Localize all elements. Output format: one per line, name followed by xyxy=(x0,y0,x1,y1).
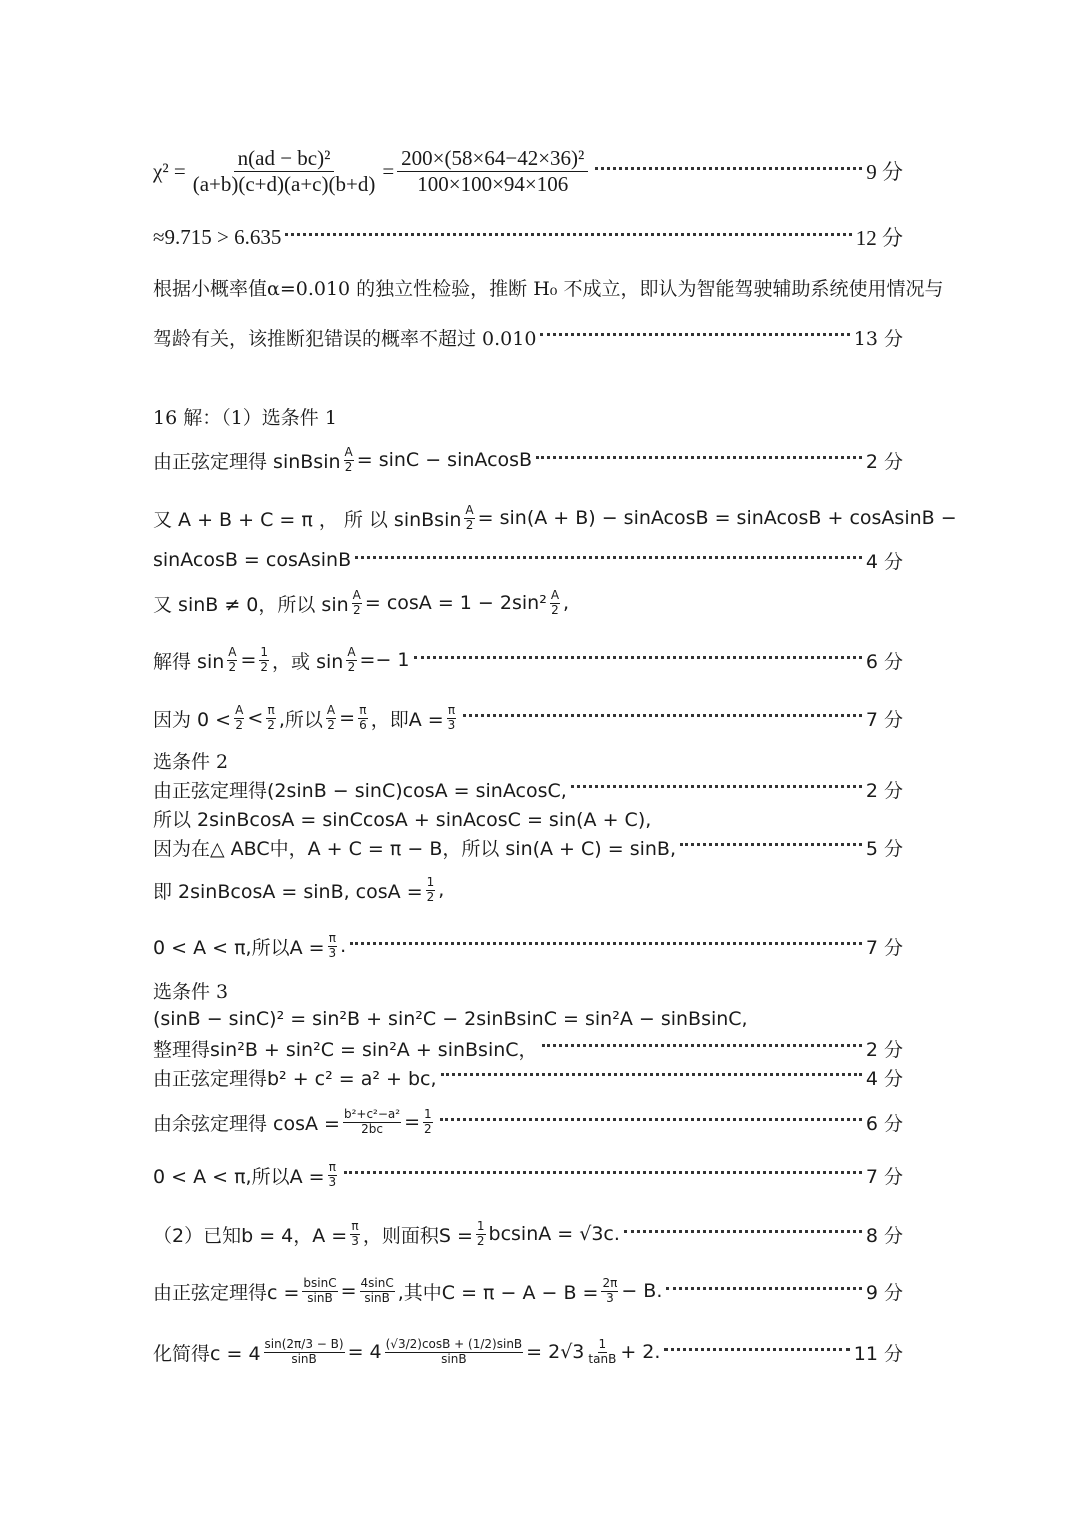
fraction: $\frac{1}{2}$ xyxy=(426,874,435,904)
c3-line-3: 由正弦定理得b² + c² = a² + bc, 4 分 xyxy=(153,1063,903,1091)
fraction: $\frac{4\sin C}{\sin B}$ xyxy=(360,1275,394,1305)
c1-line-6: 因为 0 < $\frac{A}{2}$ < $\frac{\pi}{2}$ ,所以 $\frac{A}{2}$ = $\frac{\pi}{6}$ ，即A = $\frac{\pi}{3}$ 7 分 xyxy=(153,702,903,732)
score: 11 分 xyxy=(853,1342,903,1365)
fraction: $\frac{\pi}{3}$ xyxy=(351,1218,359,1248)
c3-heading: 选条件 3 xyxy=(153,980,229,1003)
fraction: $\frac{2\pi}{3}$ xyxy=(602,1275,618,1305)
dot-leader xyxy=(355,556,862,559)
fraction: $\frac{\sin(2\pi/3 - B)}{\sin B}$ xyxy=(264,1336,344,1366)
fraction: $\frac{bsinC}{\sin B}$ xyxy=(303,1275,337,1305)
score: 9 分 xyxy=(866,160,903,184)
fraction: $\frac{\text{b²+c²−a²}}{2bc}$ xyxy=(343,1106,401,1136)
score: 2 分 xyxy=(865,450,903,473)
fraction: $\frac{1}{\tan B}$ xyxy=(588,1336,617,1366)
dot-leader xyxy=(624,1230,862,1233)
score: 4 分 xyxy=(865,550,903,573)
c1-line-5: 解得 sin $\frac{A}{2}$ = $\frac{1}{2}$ ，或 sin $\frac{A}{2}$ =− 1 6 分 xyxy=(153,644,903,674)
p2-line-3: 化简得c = 4 $\frac{\sin(2\pi/3 - B)}{\sin B}$ = 4 $\frac{(√3/2)\cos B + (1/2)\sin B}{\sin B}$ = 2√3 $\frac{1}{\tan B}$ + 2. 11 分 xyxy=(153,1336,903,1366)
fraction: $\frac{(√3/2)\cos B + (1/2)\sin B}{\sin B}$ xyxy=(385,1336,523,1366)
dot-leader xyxy=(536,456,862,459)
fraction: $\frac{A}{2}$ xyxy=(326,702,336,732)
q16-heading: 16 解：（1）选条件 1 xyxy=(153,406,337,429)
c2-line-2: 所以 2sinBcosA = sinCcosA + sinAcosC = sin(A + C), xyxy=(153,808,652,831)
score: 2 分 xyxy=(865,779,903,802)
chi-label: χ² = xyxy=(153,158,186,183)
fraction: $\frac{1}{2}$ xyxy=(260,644,269,674)
c3-line-1: (sinB − sinC)² = sin²B + sin²C − 2sinBsinC = sin²A − sinBsinC, xyxy=(153,1008,748,1030)
fraction: $\frac{A}{2}$ xyxy=(347,644,356,674)
fraction: $\frac{A}{2}$ xyxy=(465,502,474,532)
p2-line-1: （2）已知b = 4，A = $\frac{\pi}{3}$ ，则面积S = $\frac{1}{2}$ bcsinA = √3c. 8 分 xyxy=(153,1218,903,1248)
score: 7 分 xyxy=(865,936,903,959)
dot-leader xyxy=(664,1348,849,1351)
approx-line: ≈9.715 > 6.635 12 分 xyxy=(153,222,903,252)
dot-leader xyxy=(344,1171,862,1174)
fraction: $\frac{\pi}{3}$ xyxy=(447,702,456,732)
score: 13 分 xyxy=(853,327,903,350)
c1-line-3: sinAcosB = cosAsinB 4 分 xyxy=(153,545,903,575)
c3-line-4: 由余弦定理得 cosA = $\frac{\text{b²+c²−a²}}{2bc}$ = $\frac{1}{2}$ 6 分 xyxy=(153,1106,903,1136)
score: 5 分 xyxy=(865,837,903,860)
fraction: $\frac{A}{2}$ xyxy=(550,587,560,617)
fraction: $\frac{A}{2}$ xyxy=(235,702,244,732)
fraction: $\frac{A}{2}$ xyxy=(352,587,361,617)
chi-square-line: χ² = $\frac{\text{n(ad − bc)²}}{(a+b)(c+d)(a+c)(b+d)}$ = $\frac{\text{200×(58×64−42×36)²}}{100\times 100\times 94\times 106}$ 9 分 xyxy=(153,146,903,196)
chi-formula-fraction: $\frac{\text{n(ad − bc)²}}{(a+b)(c+d)(a+c)(b+d)}$ xyxy=(192,146,376,196)
fraction: $\frac{1}{2}$ xyxy=(476,1218,485,1248)
fraction: $\frac{1}{2}$ xyxy=(424,1106,432,1136)
dot-leader xyxy=(285,233,851,236)
dot-leader xyxy=(666,1287,861,1290)
dot-leader xyxy=(350,942,862,945)
c2-heading: 选条件 2 xyxy=(153,750,229,773)
score: 6 分 xyxy=(865,1112,903,1135)
dot-leader xyxy=(414,656,862,659)
fraction: $\frac{\pi}{3}$ xyxy=(328,1159,337,1189)
c2-line-5: 0 < A < π,所以A = $\frac{\pi}{3}$ . 7 分 xyxy=(153,930,903,960)
c1-line-1: 由正弦定理得 sinBsin $\frac{A}{2}$ = sinC − sinAcosB 2 分 xyxy=(153,444,903,474)
dot-leader xyxy=(540,333,849,336)
dot-leader xyxy=(680,843,862,846)
dot-leader xyxy=(571,785,862,788)
score: 2 分 xyxy=(865,1038,903,1061)
chi-value-fraction: $\frac{\text{200×(58×64−42×36)²}}{100\times 100\times 94\times 106}$ xyxy=(397,146,588,195)
p2-line-2: 由正弦定理得c = $\frac{bsinC}{\sin B}$ = $\frac{4\sin C}{\sin B}$ ,其中C = π − A − B = $\frac{2\pi}{3}$ − B. 9 分 xyxy=(153,1275,903,1305)
score: 9 分 xyxy=(865,1281,903,1304)
conclusion-line-2: 驾龄有关，该推断犯错误的概率不超过 0.010 13 分 xyxy=(153,322,903,352)
score: 4 分 xyxy=(865,1067,903,1090)
fraction: $\frac{A}{2}$ xyxy=(228,644,237,674)
score: 12 分 xyxy=(855,226,903,250)
dot-leader xyxy=(463,714,862,717)
fraction: $\frac{\pi}{3}$ xyxy=(328,930,337,960)
c2-line-3: 因为在△ ABC中，A + C = π − B，所以 sin(A + C) = sinB, 5 分 xyxy=(153,833,903,861)
c1-line-4: 又 sinB ≠ 0，所以 sin $\frac{A}{2}$ = cosA = 1 − 2sin² $\frac{A}{2}$ , xyxy=(153,587,570,617)
c1-line-2: 又 A + B + C = π ， 所 以 sinBsin $\frac{A}{2}$ = sin(A + B) − sinAcosB = sinAcosB + cosAsinB − xyxy=(153,502,957,532)
fraction: $\frac{A}{2}$ xyxy=(344,444,353,474)
c3-line-5: 0 < A < π,所以A = $\frac{\pi}{3}$ 7 分 xyxy=(153,1159,903,1189)
conclusion-line-1: 根据小概率值α=0.010 的独立性检验，推断 H₀ 不成立，即认为智能驾驶辅助系统使用情况与 xyxy=(153,277,944,300)
dot-leader xyxy=(542,1044,862,1047)
score: 7 分 xyxy=(865,1165,903,1188)
c2-line-4: 即 2sinBcosA = sinB, cosA = $\frac{1}{2}$ , xyxy=(153,874,445,904)
fraction: $\frac{\pi}{2}$ xyxy=(267,702,275,732)
dot-leader xyxy=(440,1118,862,1121)
c2-line-1: 由正弦定理得(2sinB − sinC)cosA = sinAcosC, 2 分 xyxy=(153,775,903,803)
score: 7 分 xyxy=(865,708,903,731)
score: 6 分 xyxy=(865,650,903,673)
dot-leader xyxy=(441,1073,862,1076)
c3-line-2: 整理得sin²B + sin²C = sin²A + sinBsinC， 2 分 xyxy=(153,1034,903,1062)
fraction: $\frac{\pi}{6}$ xyxy=(359,702,367,732)
score: 8 分 xyxy=(865,1224,903,1247)
dot-leader xyxy=(595,167,862,170)
